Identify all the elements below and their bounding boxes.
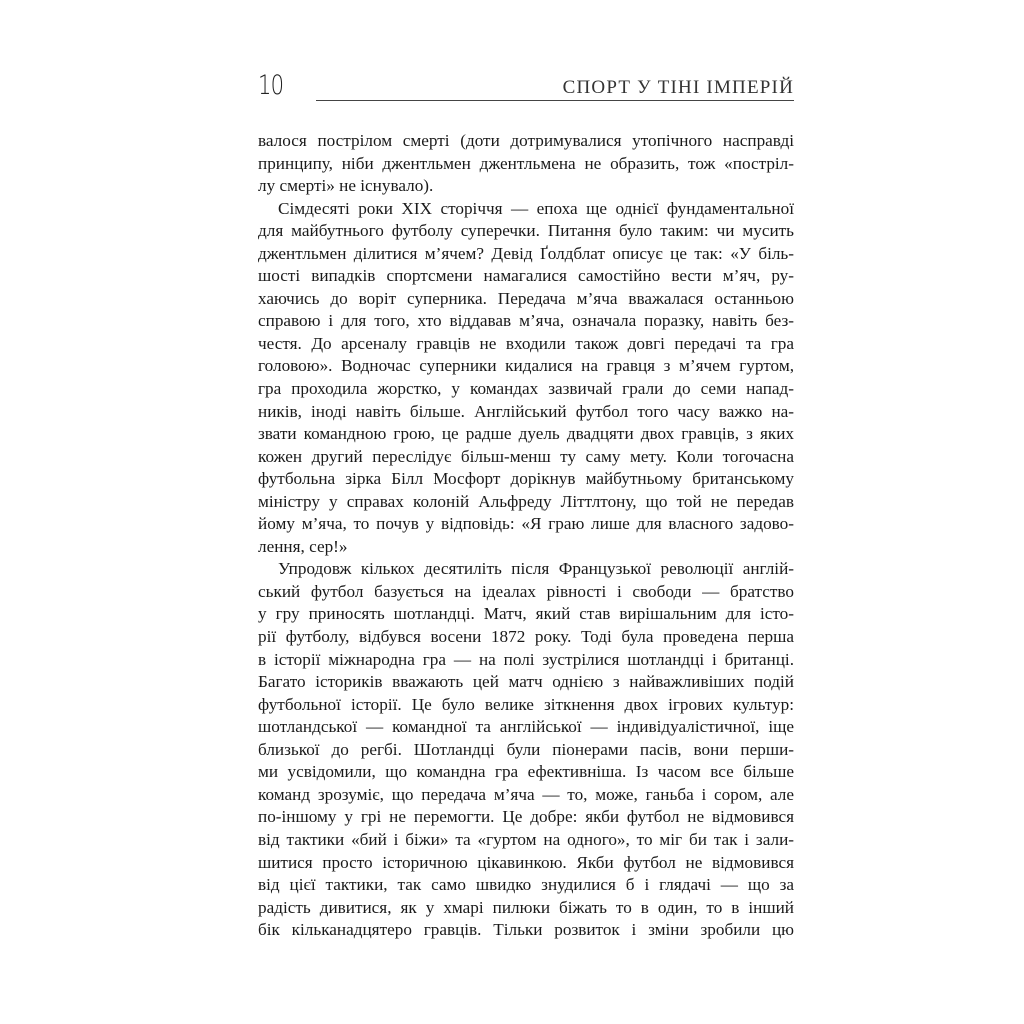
- text-line: шотландської — командної та англійської — індивідуалістичної, іще: [258, 717, 794, 737]
- text-line: принципу, ніби джентльмен джентльмена не образить, тож «постріл-: [258, 153, 794, 173]
- text-line: по-іншому у грі не перемогти. Це добре: якби футбол не відмовився: [258, 807, 794, 827]
- text-line: міністру у справах колоній Альфреду Літтлтону, що той не передав: [258, 491, 794, 511]
- text-line: джентльмен ділитися м’ячем? Девід Ґолдблат описує це так: «У біль-: [258, 243, 794, 263]
- text-line: лу смерті» не існувало).: [258, 176, 434, 196]
- text-line: лення, сер!»: [258, 536, 348, 556]
- page-number: 10: [258, 70, 284, 101]
- paragraph-first-line: Упродовж кількох десятиліть після Французької революції англій-: [278, 559, 794, 579]
- text-line: гра проходила жорстко, у командах зазвичай грали до семи напад-: [258, 379, 794, 399]
- text-line: рії футболу, відбувся восени 1872 року. Тоді була проведена перша: [258, 627, 794, 647]
- page-header: [258, 66, 794, 106]
- text-line: футбольна зірка Білл Мосфорт дорікнув майбутньому британському: [258, 469, 794, 489]
- text-line: ський футбол базується на ідеалах рівності і свободи — братство: [258, 581, 794, 601]
- paragraph-first-line: Сімдесяті роки XIX сторіччя — епоха ще однієї фундаментальної: [278, 198, 794, 218]
- running-title: СПОРТ У ТІНІ ІМПЕРІЙ: [562, 77, 794, 98]
- text-line: кожен другий переслідує більш-менш ту саму мету. Коли тогочасна: [258, 446, 794, 466]
- text-line: справою і для того, хто віддавав м’яча, означала поразку, навіть без-: [258, 311, 794, 331]
- text-line: команд зрозуміє, що передача м’яча — то, може, ганьба і сором, але: [258, 784, 794, 804]
- text-line: хаючись до воріт суперника. Передача м’яча вважалася останньою: [258, 288, 794, 308]
- text-line: шитися просто історичною цікавинкою. Якби футбол не відмовився: [258, 852, 794, 872]
- text-line: честя. До арсеналу гравців не входили також довгі передачі та гра: [258, 333, 794, 353]
- text-line: від цієї тактики, так само швидко знудилися б і глядачі — що за: [258, 875, 794, 895]
- text-line: головою». Водночас суперники кидалися на гравця з м’ячем гуртом,: [258, 356, 794, 376]
- text-line: футбольної історії. Це було велике зіткнення двох ігрових культур:: [258, 694, 794, 714]
- text-line: від тактики «бий і біжи» та «гуртом на одного», то міг би так і зали-: [258, 829, 794, 849]
- text-line: шості випадків спортсмени намагалися самостійно вести м’яч, ру-: [258, 266, 794, 286]
- text-line: у гру приносять шотландці. Матч, який став вирішальним для істо-: [258, 604, 794, 624]
- text-line: валося пострілом смерті (доти дотримувалися утопічного насправді: [258, 131, 794, 150]
- text-line: Багато істориків вважають цей матч однією з найважливіших подій: [258, 672, 794, 692]
- text-line: йому м’яча, то почув у відповідь: «Я граю лише для власного задово-: [258, 514, 794, 534]
- text-line: ми усвідомили, що командна гра ефективніша. Із часом все більше: [258, 762, 794, 782]
- text-line: в історії міжнародна гра — на полі зустрілися шотландці і британці.: [258, 649, 794, 669]
- text-line: для майбутнього футболу суперечки. Питання було таким: чи мусить: [258, 221, 794, 241]
- text-line: близької до регбі. Шотландці були піонерами пасів, вони перши-: [258, 739, 794, 759]
- body-text: [258, 130, 794, 942]
- header-rule: [316, 100, 794, 101]
- text-line: ників, іноді навіть більше. Англійський футбол того часу важко на-: [258, 401, 794, 421]
- text-line: радість дивитися, як у хмарі пилюки біжать то в один, то в інший: [258, 897, 794, 917]
- text-line: бік кільканадцятеро гравців. Тільки розвиток і зміни зробили цю: [258, 920, 794, 940]
- text-line: звати командною грою, це радше дуель двадцяти двох гравців, з яких: [258, 424, 794, 444]
